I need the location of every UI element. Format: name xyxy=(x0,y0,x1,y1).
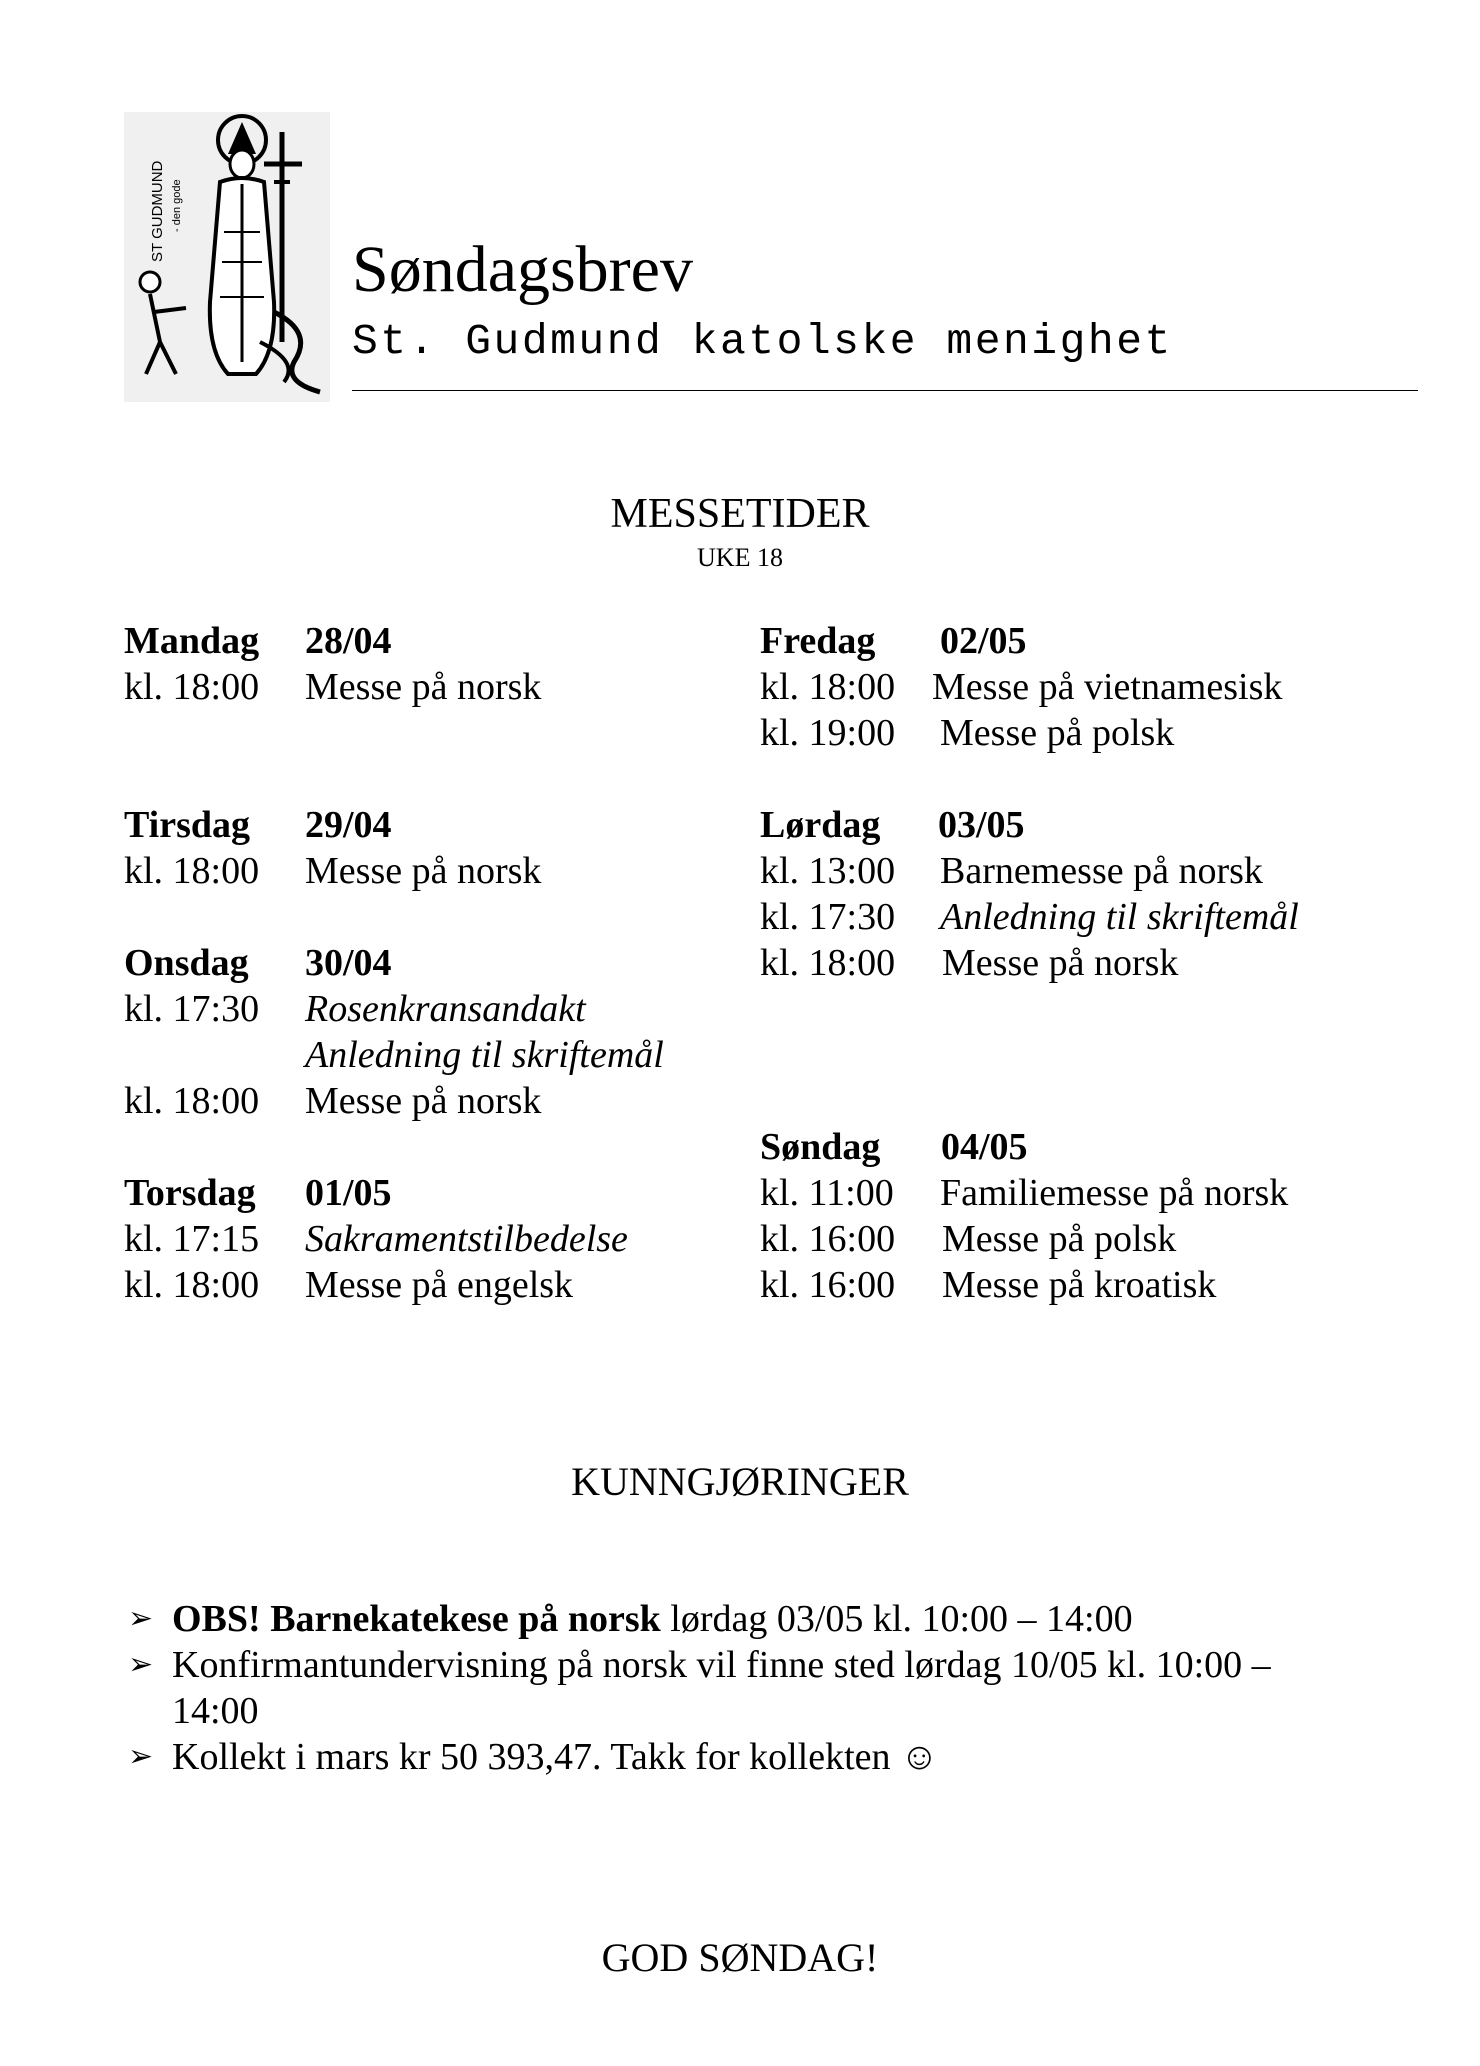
entry-time: kl. 16:00 xyxy=(760,1218,896,1260)
entry-event: Messe på norsk xyxy=(305,666,542,708)
day-date: 28/04 xyxy=(305,620,392,662)
announcement-bold: OBS! Barnekatekese på norsk xyxy=(172,1598,661,1640)
entry-time: kl. 18:00 xyxy=(124,1080,260,1122)
list-item xyxy=(124,1642,1364,1734)
saint-gudmund-emblem-icon xyxy=(124,112,330,402)
day-name: Mandag xyxy=(124,620,260,662)
entry-event: Messe på norsk xyxy=(942,942,1179,984)
entry-event: Messe på polsk xyxy=(940,712,1175,754)
closing-greeting: GOD SØNDAG! xyxy=(601,1935,879,1980)
entry-time: kl. 11:00 xyxy=(760,1172,894,1214)
arrowhead-bullet-icon: ➢ xyxy=(128,1602,154,1635)
day-name: Onsdag xyxy=(124,942,249,984)
day-date: 29/04 xyxy=(305,804,392,846)
entry-event: Rosenkransandakt xyxy=(305,988,586,1030)
entry-event: Messe på norsk xyxy=(305,850,542,892)
page-title: Søndagsbrev xyxy=(352,233,693,306)
entry-time: kl. 18:00 xyxy=(760,666,896,708)
arrowhead-bullet-icon: ➢ xyxy=(128,1648,154,1681)
entry-time: kl. 18:00 xyxy=(124,1264,260,1306)
announcement-text: lørdag 03/05 kl. 10:00 – 14:00 xyxy=(660,1598,1133,1640)
day-date: 02/05 xyxy=(940,620,1027,662)
entry-event: Anledning til skriftemål xyxy=(940,896,1299,938)
parish-logo xyxy=(124,112,330,402)
announcements-heading: KUNNGJØRINGER xyxy=(571,1459,909,1504)
day-name: Søndag xyxy=(760,1126,881,1168)
entry-event: Anledning til skriftemål xyxy=(305,1034,664,1076)
mass-times-heading: MESSETIDER xyxy=(610,491,870,537)
arrowhead-bullet-icon: ➢ xyxy=(128,1740,154,1773)
day-date: 30/04 xyxy=(305,942,392,984)
header-divider xyxy=(352,390,1418,391)
list-item xyxy=(124,1734,1364,1780)
day-name: Tirsdag xyxy=(124,804,251,846)
announcement-text: Konfirmantundervisning på norsk vil finne sted lørdag 10/05 kl. 10:00 – 14:00 xyxy=(172,1644,1271,1732)
entry-event: Barnemesse på norsk xyxy=(940,850,1263,892)
list-item xyxy=(124,1596,1364,1642)
entry-time: kl. 13:00 xyxy=(760,850,896,892)
entry-time: kl. 18:00 xyxy=(760,942,896,984)
announcement-text: Kollekt i mars kr 50 393,47. Takk for kollekten ☺ xyxy=(172,1736,939,1778)
svg-text:- den gode: - den gode xyxy=(171,179,183,232)
entry-time: kl. 18:00 xyxy=(124,850,260,892)
day-date: 04/05 xyxy=(941,1126,1028,1168)
entry-event: Messe på kroatisk xyxy=(942,1264,1217,1306)
entry-event: Messe på vietnamesisk xyxy=(932,666,1283,708)
entry-time: kl. 18:00 xyxy=(124,666,260,708)
parish-name: St. Gudmund katolske menighet xyxy=(352,317,1173,366)
svg-text:ST GUDMUND: ST GUDMUND xyxy=(149,160,166,262)
entry-time: kl. 16:00 xyxy=(760,1264,896,1306)
entry-event: Messe på engelsk xyxy=(305,1264,574,1306)
entry-time: kl. 17:30 xyxy=(760,896,896,938)
day-date: 01/05 xyxy=(305,1172,392,1214)
day-name: Torsdag xyxy=(124,1172,256,1214)
entry-time: kl. 17:15 xyxy=(124,1218,260,1260)
announcements-list xyxy=(124,1596,1364,1780)
day-name: Fredag xyxy=(760,620,876,662)
entry-event: Messe på norsk xyxy=(305,1080,542,1122)
week-label: UKE 18 xyxy=(697,543,783,572)
day-date: 03/05 xyxy=(938,804,1025,846)
entry-event: Messe på polsk xyxy=(942,1218,1177,1260)
entry-event: Familiemesse på norsk xyxy=(940,1172,1289,1214)
day-name: Lørdag xyxy=(760,804,881,846)
entry-time: kl. 19:00 xyxy=(760,712,896,754)
entry-event: Sakramentstilbedelse xyxy=(305,1218,628,1260)
entry-time: kl. 17:30 xyxy=(124,988,260,1030)
